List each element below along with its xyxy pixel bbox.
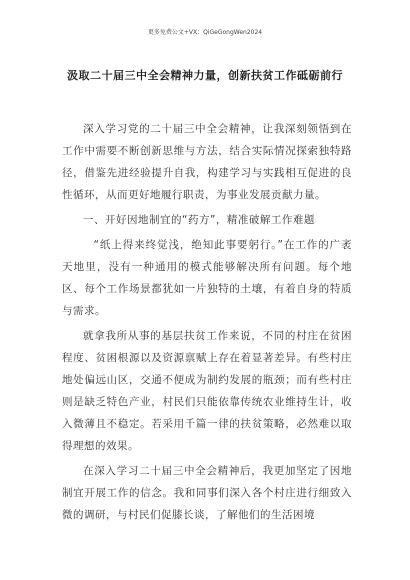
document-body [62,118,352,529]
paragraph-quote: “纸上得来终觉浅，绝知此事要躬行。”在工作的广袤天地里，没有一种通用的模式能够解决所有问题。每个地区、每个工作场景都犹如一片独特的土壤，有着自身的特质与需求。 [62,239,352,317]
header-note: 更多免费公文+VX：QiGeGongWen2024 [147,29,263,36]
section-heading: 一、开好因地制宜的“药方”，精准破解工作难题 [83,214,315,226]
paragraph-practice: 在深入学习二十届三中全会精神后，我更加坚定了因地制宜开展工作的信念。我和同事们深入各个村庄进行细致入微的调研，与村民们促膝长谈，了解他们的生活困境 [62,465,352,521]
paragraph-intro: 深入学习党的二十届三中全会精神，让我深刻领悟到在工作中需要不断创新思维与方法，结合实际情况探索独特路径，借鉴先进经验提升自我，构建学习与实践相互促进的良性循环，从而更好地履行职责，为事业发展贡献力量。 [62,123,352,201]
paragraph-example: 就拿我所从事的基层扶贫工作来说，不同的村庄在贫困程度、贫困根源以及资源禀赋上存在着显著差异。有些村庄地处偏远山区，交通不便成为制约发展的瓶颈；而有些村庄则是缺乏特色产业，村民们只能依靠传统农业维持生计，收入微薄且不稳定。若采用千篇一律的扶贫策略，必然难以取得理想的效果。 [62,330,352,452]
document-title: 汲取二十届三中全会精神力量，创新扶贫工作砥砺前行 [67,69,343,82]
